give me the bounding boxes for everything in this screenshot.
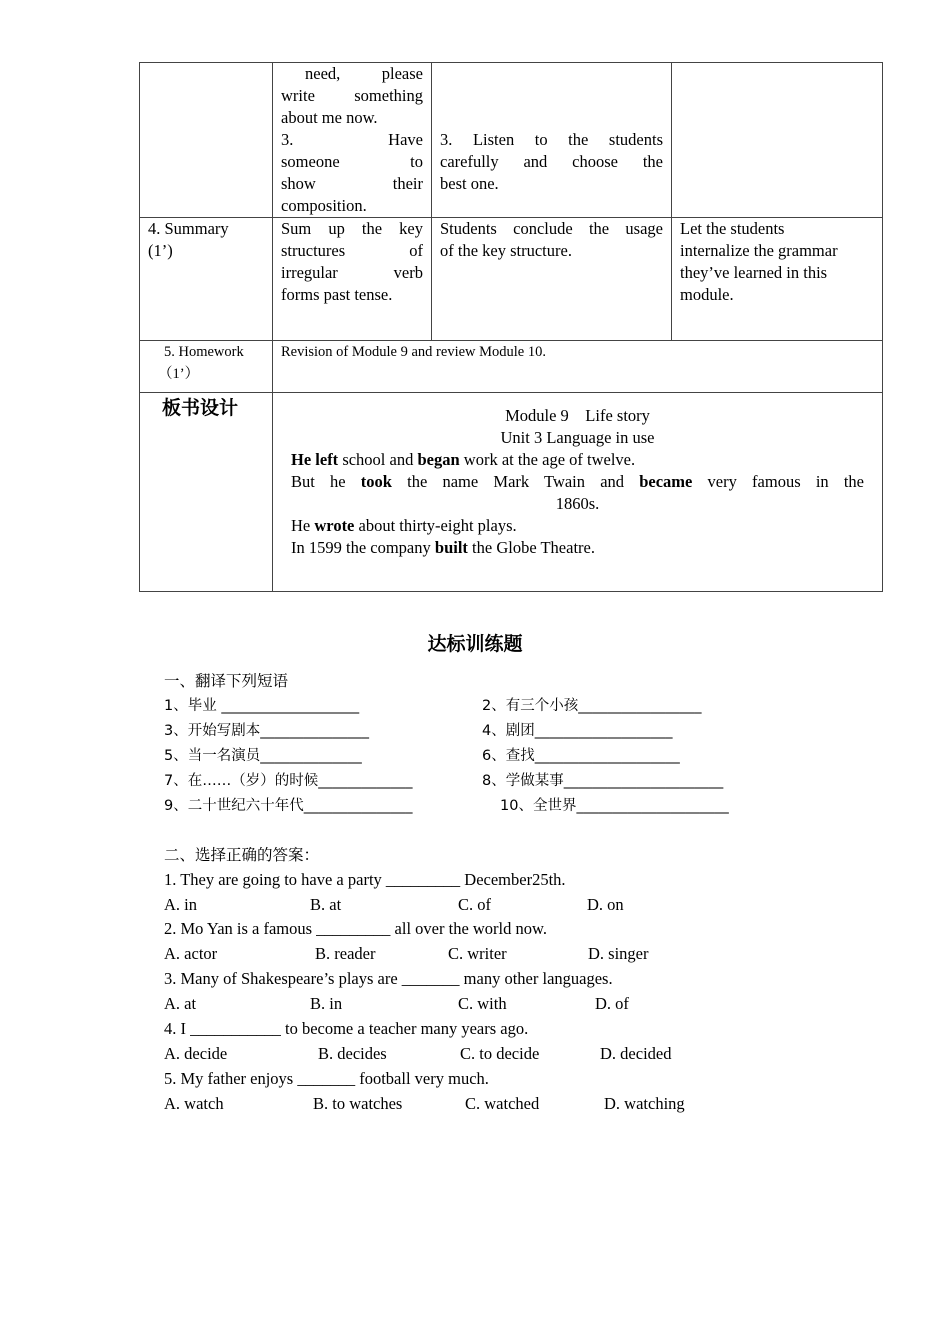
text-line: best one. [440, 174, 499, 193]
options-row [164, 1091, 864, 1116]
text-line: irregular verb [281, 263, 423, 282]
text-line: Let the students [680, 219, 785, 238]
homework-cell: Revision of Module 9 and review Module 10. [273, 341, 883, 393]
text-line: carefully and choose the [440, 152, 663, 171]
purpose-cell [672, 63, 883, 218]
phrase-item: 10、全世界_____________________ [500, 798, 729, 814]
option: C. to decide [460, 1044, 540, 1063]
options-row [164, 941, 864, 966]
text-line: about me now. [281, 108, 378, 127]
phrase-item: 9、二十世纪六十年代_______________ [164, 798, 413, 814]
question-text: 4. I ___________ to become a teacher many years ago. [164, 1019, 529, 1038]
stage-cell [140, 218, 273, 341]
text-line: 3. Listen to the students [440, 130, 663, 149]
board-sentence: 1860s. [555, 494, 600, 513]
option: C. writer [448, 944, 507, 963]
board-module-title: Module 9 Life story [505, 406, 650, 425]
text-line: internalize the grammar [680, 241, 838, 260]
board-design-label: 板书设计 [140, 393, 273, 592]
stage-cell [140, 63, 273, 218]
text-line: write something [281, 86, 423, 105]
student-activity-cell [432, 218, 672, 341]
teacher-activity-cell [273, 218, 432, 341]
phrase-item: 6、查找____________________ [482, 748, 680, 764]
phrase-item: 4、剧团___________________ [482, 723, 673, 739]
board-unit-title: Unit 3 Language in use [500, 428, 655, 447]
text-line: Sum up the key [281, 219, 423, 238]
option: C. watched [465, 1094, 540, 1113]
exercise-title: 达标训练题 [427, 633, 523, 655]
table-row [140, 341, 883, 393]
text-line: need, please [305, 64, 423, 83]
option: A. decide [164, 1044, 228, 1063]
teacher-activity-cell [273, 63, 432, 218]
option: C. of [458, 895, 491, 914]
option: A. in [164, 895, 197, 914]
board-sentence: He wrote about thirty-eight plays. [291, 516, 517, 535]
stage-cell [140, 341, 273, 393]
question-text: 1. They are going to have a party _________ December25th. [164, 870, 566, 889]
option: B. to watches [313, 1094, 403, 1113]
option: B. decides [318, 1044, 387, 1063]
board-sentence: He left school and began work at the age of twelve. [291, 450, 636, 469]
text-line: of the key structure. [440, 241, 572, 260]
option: A. at [164, 994, 197, 1013]
phrase-item: 8、学做某事______________________ [482, 773, 724, 789]
student-activity-cell [432, 63, 672, 218]
option: A. watch [164, 1094, 224, 1113]
table-row [140, 63, 883, 218]
option: D. singer [588, 944, 649, 963]
option: D. of [595, 994, 629, 1013]
phrase-item: 7、在……（岁）的时候_____________ [164, 773, 413, 789]
text-line: composition. [281, 196, 367, 215]
option: B. reader [315, 944, 376, 963]
board-design-content [273, 393, 883, 592]
text-line: 3. Have [281, 130, 423, 149]
text-line: forms past tense. [281, 285, 393, 304]
option: B. at [310, 895, 342, 914]
lesson-plan-table [139, 62, 883, 592]
option: D. on [587, 895, 624, 914]
table-row [140, 393, 883, 592]
phrase-item: 3、开始写剧本_______________ [164, 723, 369, 739]
question-text: 2. Mo Yan is a famous _________ all over the world now. [164, 919, 547, 938]
text-line: (1’) [148, 241, 173, 260]
phrase-item: 1、毕业 ___________________ [164, 698, 360, 714]
text-line: Students conclude the usage [440, 219, 663, 238]
text-line: （1’） [158, 366, 200, 382]
options-row [164, 892, 864, 917]
board-sentence: But he took the name Mark Twain and became very famous in the [291, 472, 864, 491]
text-line: someone to [281, 152, 423, 171]
text-line: 5. Homework [164, 344, 244, 360]
option: C. with [458, 994, 507, 1013]
table-row [140, 218, 883, 341]
part1-heading: 一、翻译下列短语 [164, 672, 289, 690]
text-line: 4. Summary [148, 219, 229, 238]
option: D. watching [604, 1094, 685, 1113]
phrase-item: 2、有三个小孩_________________ [482, 698, 702, 714]
phrase-item: 5、当一名演员______________ [164, 748, 362, 764]
board-sentence: In 1599 the company built the Globe Theatre. [291, 538, 595, 557]
question-text: 5. My father enjoys _______ football very much. [164, 1069, 489, 1088]
part2-heading: 二、选择正确的答案： [164, 846, 320, 864]
options-row [164, 991, 864, 1016]
text-line: structures of [281, 241, 423, 260]
option: B. in [310, 994, 343, 1013]
text-line: module. [680, 285, 734, 304]
option: D. decided [600, 1044, 672, 1063]
question-text: 3. Many of Shakespeare’s plays are _______ many other languages. [164, 969, 613, 988]
purpose-cell [672, 218, 883, 341]
text-line: show their [281, 174, 423, 193]
text-line: they’ve learned in this [680, 263, 828, 282]
option: A. actor [164, 944, 218, 963]
options-row [164, 1041, 864, 1066]
